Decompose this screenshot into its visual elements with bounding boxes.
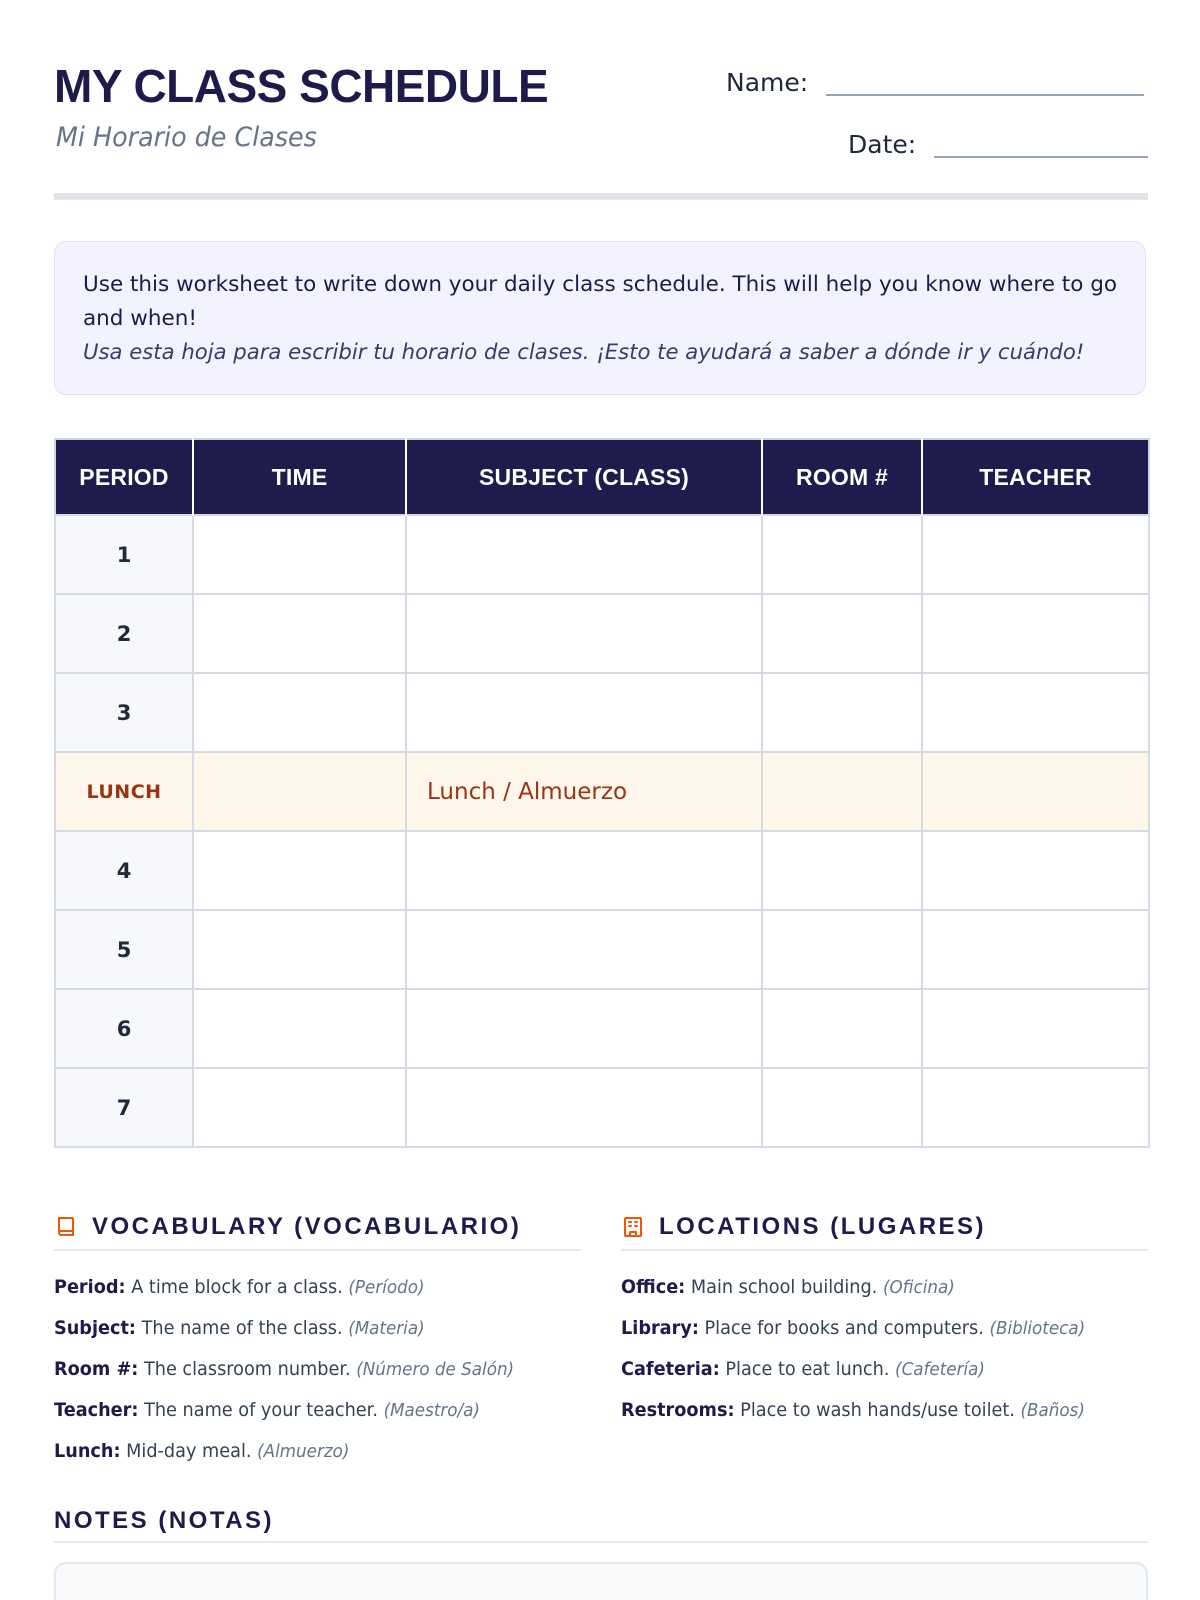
- subject-cell[interactable]: [406, 515, 762, 594]
- list-item: [621, 1349, 1111, 1390]
- column-header-room: ROOM #: [762, 439, 922, 515]
- room-cell[interactable]: [762, 673, 922, 752]
- location-definition: Place to wash hands/use toilet.: [740, 1399, 1015, 1421]
- time-cell[interactable]: [193, 989, 406, 1068]
- vocab-translation: (Materia): [348, 1318, 425, 1339]
- location-term: Library:: [621, 1317, 699, 1339]
- locations-section: [621, 1207, 1148, 1431]
- period-cell: 2: [55, 594, 193, 673]
- table-row: [55, 910, 1149, 989]
- column-header-period: PERIOD: [55, 439, 193, 515]
- period-cell: 1: [55, 515, 193, 594]
- room-cell[interactable]: [762, 910, 922, 989]
- table-row: [55, 673, 1149, 752]
- vocab-translation: (Maestro/a): [383, 1400, 480, 1421]
- table-header-row: [55, 439, 1149, 515]
- list-item: [621, 1308, 1111, 1349]
- period-cell: 6: [55, 989, 193, 1068]
- column-header-teacher: TEACHER: [922, 439, 1149, 515]
- vocab-term: Period:: [54, 1276, 126, 1298]
- notes-title: NOTES (NOTAS): [54, 1507, 275, 1534]
- teacher-cell[interactable]: [922, 910, 1149, 989]
- vocabulary-title: VOCABULARY (VOCABULARIO): [92, 1213, 522, 1240]
- header-divider: [54, 193, 1148, 200]
- page-subtitle: Mi Horario de Clases: [56, 122, 317, 153]
- list-item: [54, 1308, 544, 1349]
- teacher-cell[interactable]: [922, 515, 1149, 594]
- location-definition: Main school building.: [690, 1276, 878, 1298]
- vocab-definition: A time block for a class.: [131, 1276, 343, 1298]
- vocab-translation: (Número de Salón): [356, 1359, 515, 1380]
- notes-heading: [54, 1503, 1148, 1543]
- lunch-row: [55, 752, 1149, 831]
- name-label: Name:: [726, 68, 809, 97]
- name-input-line[interactable]: [826, 68, 1144, 96]
- period-cell: 3: [55, 673, 193, 752]
- list-item: [621, 1390, 1111, 1431]
- notes-section: [54, 1503, 1148, 1543]
- period-cell: 5: [55, 910, 193, 989]
- list-item: [54, 1431, 544, 1472]
- time-cell[interactable]: [193, 910, 406, 989]
- room-cell[interactable]: [762, 752, 922, 831]
- schedule-table: [54, 438, 1150, 1148]
- vocab-translation: (Período): [348, 1277, 425, 1298]
- instructions-box: [54, 241, 1146, 395]
- teacher-cell[interactable]: [922, 1068, 1149, 1147]
- vocab-term: Subject:: [54, 1317, 136, 1339]
- locations-heading: [621, 1207, 1148, 1251]
- date-field[interactable]: [848, 128, 1148, 162]
- vocab-definition: The name of the class.: [141, 1317, 343, 1339]
- location-translation: (Baños): [1020, 1400, 1085, 1421]
- list-item: [54, 1349, 544, 1390]
- vocabulary-heading: [54, 1207, 581, 1251]
- time-cell[interactable]: [193, 594, 406, 673]
- table-row: [55, 831, 1149, 910]
- lunch-period-cell: LUNCH: [55, 752, 193, 831]
- book-icon: [54, 1215, 78, 1239]
- room-cell[interactable]: [762, 594, 922, 673]
- table-row: [55, 594, 1149, 673]
- period-cell: 4: [55, 831, 193, 910]
- vocab-definition: Mid-day meal.: [126, 1440, 252, 1462]
- subject-cell[interactable]: [406, 594, 762, 673]
- locations-title: LOCATIONS (LUGARES): [659, 1213, 987, 1240]
- vocab-term: Room #:: [54, 1358, 139, 1380]
- room-cell[interactable]: [762, 989, 922, 1068]
- locations-list: [621, 1267, 1148, 1431]
- location-translation: (Biblioteca): [989, 1318, 1086, 1339]
- time-cell[interactable]: [193, 515, 406, 594]
- instructions-english: Use this worksheet to write down your daily class schedule. This will help you know where to go and when!: [83, 272, 1118, 331]
- teacher-cell[interactable]: [922, 673, 1149, 752]
- location-term: Office:: [621, 1276, 686, 1298]
- teacher-cell[interactable]: [922, 989, 1149, 1068]
- vocab-definition: The name of your teacher.: [144, 1399, 378, 1421]
- date-label: Date:: [848, 130, 917, 159]
- vocabulary-section: [54, 1207, 581, 1472]
- time-cell[interactable]: [193, 831, 406, 910]
- period-cell: 7: [55, 1068, 193, 1147]
- vocab-definition: The classroom number.: [143, 1358, 351, 1380]
- vocab-term: Teacher:: [54, 1399, 139, 1421]
- subject-cell[interactable]: [406, 989, 762, 1068]
- teacher-cell[interactable]: [922, 594, 1149, 673]
- location-definition: Place to eat lunch.: [725, 1358, 890, 1380]
- notes-input-area[interactable]: [54, 1562, 1148, 1600]
- time-cell[interactable]: [193, 673, 406, 752]
- room-cell[interactable]: [762, 515, 922, 594]
- time-cell[interactable]: [193, 752, 406, 831]
- location-term: Restrooms:: [621, 1399, 735, 1421]
- page-title: MY CLASS SCHEDULE: [54, 60, 549, 112]
- room-cell[interactable]: [762, 1068, 922, 1147]
- location-definition: Place for books and computers.: [704, 1317, 984, 1339]
- instructions-spanish: Usa esta hoja para escribir tu horario de clases. ¡Esto te ayudará a saber a dónde ir y cuándo!: [83, 340, 1085, 365]
- table-row: [55, 989, 1149, 1068]
- room-cell[interactable]: [762, 831, 922, 910]
- teacher-cell[interactable]: [922, 752, 1149, 831]
- date-input-line[interactable]: [934, 130, 1148, 158]
- location-term: Cafeteria:: [621, 1358, 720, 1380]
- list-item: [54, 1390, 544, 1431]
- teacher-cell[interactable]: [922, 831, 1149, 910]
- name-field[interactable]: [726, 66, 1144, 100]
- location-translation: (Cafetería): [895, 1359, 985, 1380]
- subject-cell[interactable]: [406, 831, 762, 910]
- subject-cell[interactable]: [406, 673, 762, 752]
- column-header-subject: SUBJECT (CLASS): [406, 439, 762, 515]
- subject-cell[interactable]: [406, 910, 762, 989]
- list-item: [621, 1267, 1111, 1308]
- time-cell[interactable]: [193, 1068, 406, 1147]
- table-row: [55, 515, 1149, 594]
- building-icon: [621, 1215, 645, 1239]
- lunch-subject-cell: Lunch / Almuerzo: [406, 752, 762, 831]
- worksheet-header: [54, 58, 1148, 158]
- location-translation: (Oficina): [882, 1277, 955, 1298]
- vocab-translation: (Almuerzo): [257, 1441, 350, 1462]
- column-header-time: TIME: [193, 439, 406, 515]
- vocabulary-list: [54, 1267, 581, 1472]
- list-item: [54, 1267, 544, 1308]
- table-row: [55, 1068, 1149, 1147]
- vocab-term: Lunch:: [54, 1440, 121, 1462]
- subject-cell[interactable]: [406, 1068, 762, 1147]
